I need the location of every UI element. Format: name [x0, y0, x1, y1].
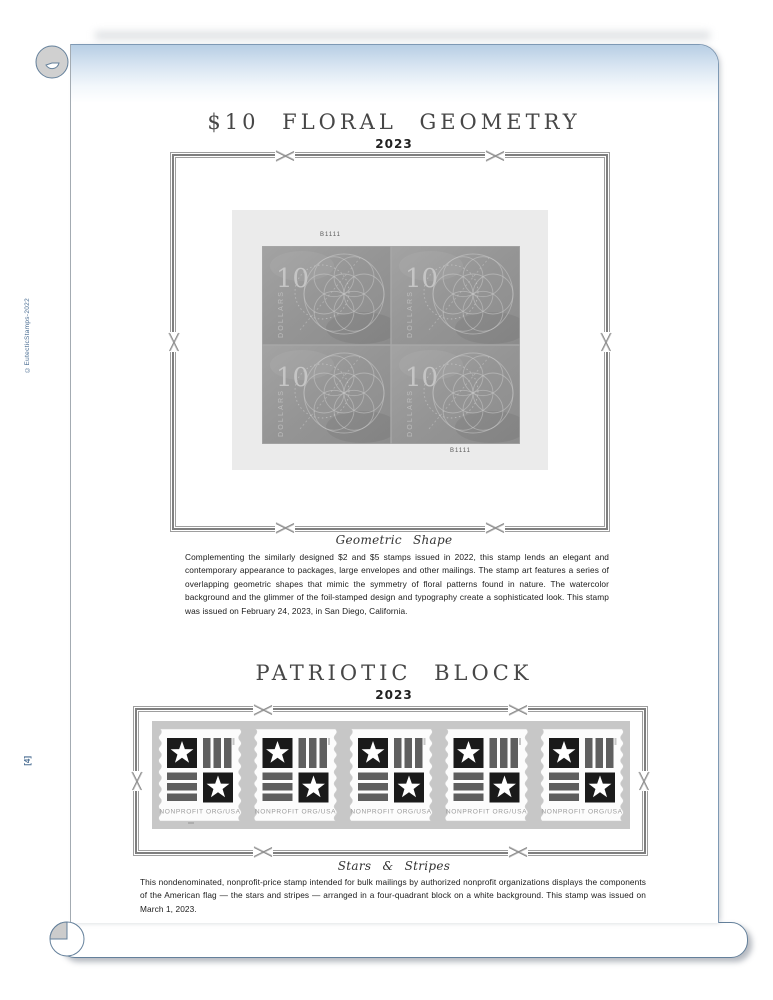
copyright-vertical-text: ©EutecticStamps-2022 [24, 298, 31, 373]
patriotic-description: This nondenominated, nonprofit-price stamp intended for bulk mailings by authorized nonprofit organizations displays the components of the American flag — the stars and stripes — arranged in a four-quadrant block on a white background. This stamp was issued on March 1, 2023. [140, 877, 646, 914]
floral-section-year: 2023 [375, 137, 413, 151]
plate-number-bottom: B1111 [450, 448, 472, 454]
border-crossover-ornament [600, 332, 612, 352]
floral-section-title: $10 FLORAL GEOMETRY [207, 110, 581, 134]
floral-caption: Geometric Shape [335, 533, 453, 547]
border-crossover-ornament [638, 771, 650, 791]
border-crossover-ornament [275, 522, 295, 534]
floral-stamp-sheet [232, 210, 548, 470]
scroll-bottom-curl-icon [49, 920, 89, 960]
border-crossover-ornament [275, 150, 295, 162]
scroll-top-curl-icon [35, 44, 75, 84]
plate-number-top: B1111 [320, 232, 342, 238]
patriotic-coil-strip [152, 721, 630, 829]
patriotic-section-year: 2023 [375, 688, 413, 702]
patriotic-caption: Stars & Stripes [337, 859, 451, 873]
border-crossover-ornament [168, 332, 180, 352]
border-crossover-ornament [508, 846, 528, 858]
border-crossover-ornament [485, 150, 505, 162]
border-crossover-ornament [508, 704, 528, 716]
border-crossover-ornament [131, 771, 143, 791]
border-crossover-ornament [253, 704, 273, 716]
scroll-bottom-roll [58, 922, 748, 958]
floral-stamp-pane [262, 246, 520, 444]
border-crossover-ornament [485, 522, 505, 534]
page-number-mark: [4] [23, 756, 32, 766]
floral-description: Complementing the similarly designed $2 and $5 stamps issued in 2022, this stamp lends an elegant and contemporary appearance to packages, large envelopes and other mailings. The stamp art features a series of overlapping geometric shapes that mimic the symmetry of floral patterns found in nature. The watercolor background and the glimmer of the foil-stamped design and typography create a sophisticated look. This stamp was issued on February 24, 2023, in San Diego, California. [185, 552, 609, 616]
patriotic-section-title: PATRIOTIC BLOCK [255, 661, 533, 685]
scroll-top-roll-gradient [71, 45, 718, 103]
border-crossover-ornament [253, 846, 273, 858]
scroll-top-shadow [95, 31, 710, 40]
